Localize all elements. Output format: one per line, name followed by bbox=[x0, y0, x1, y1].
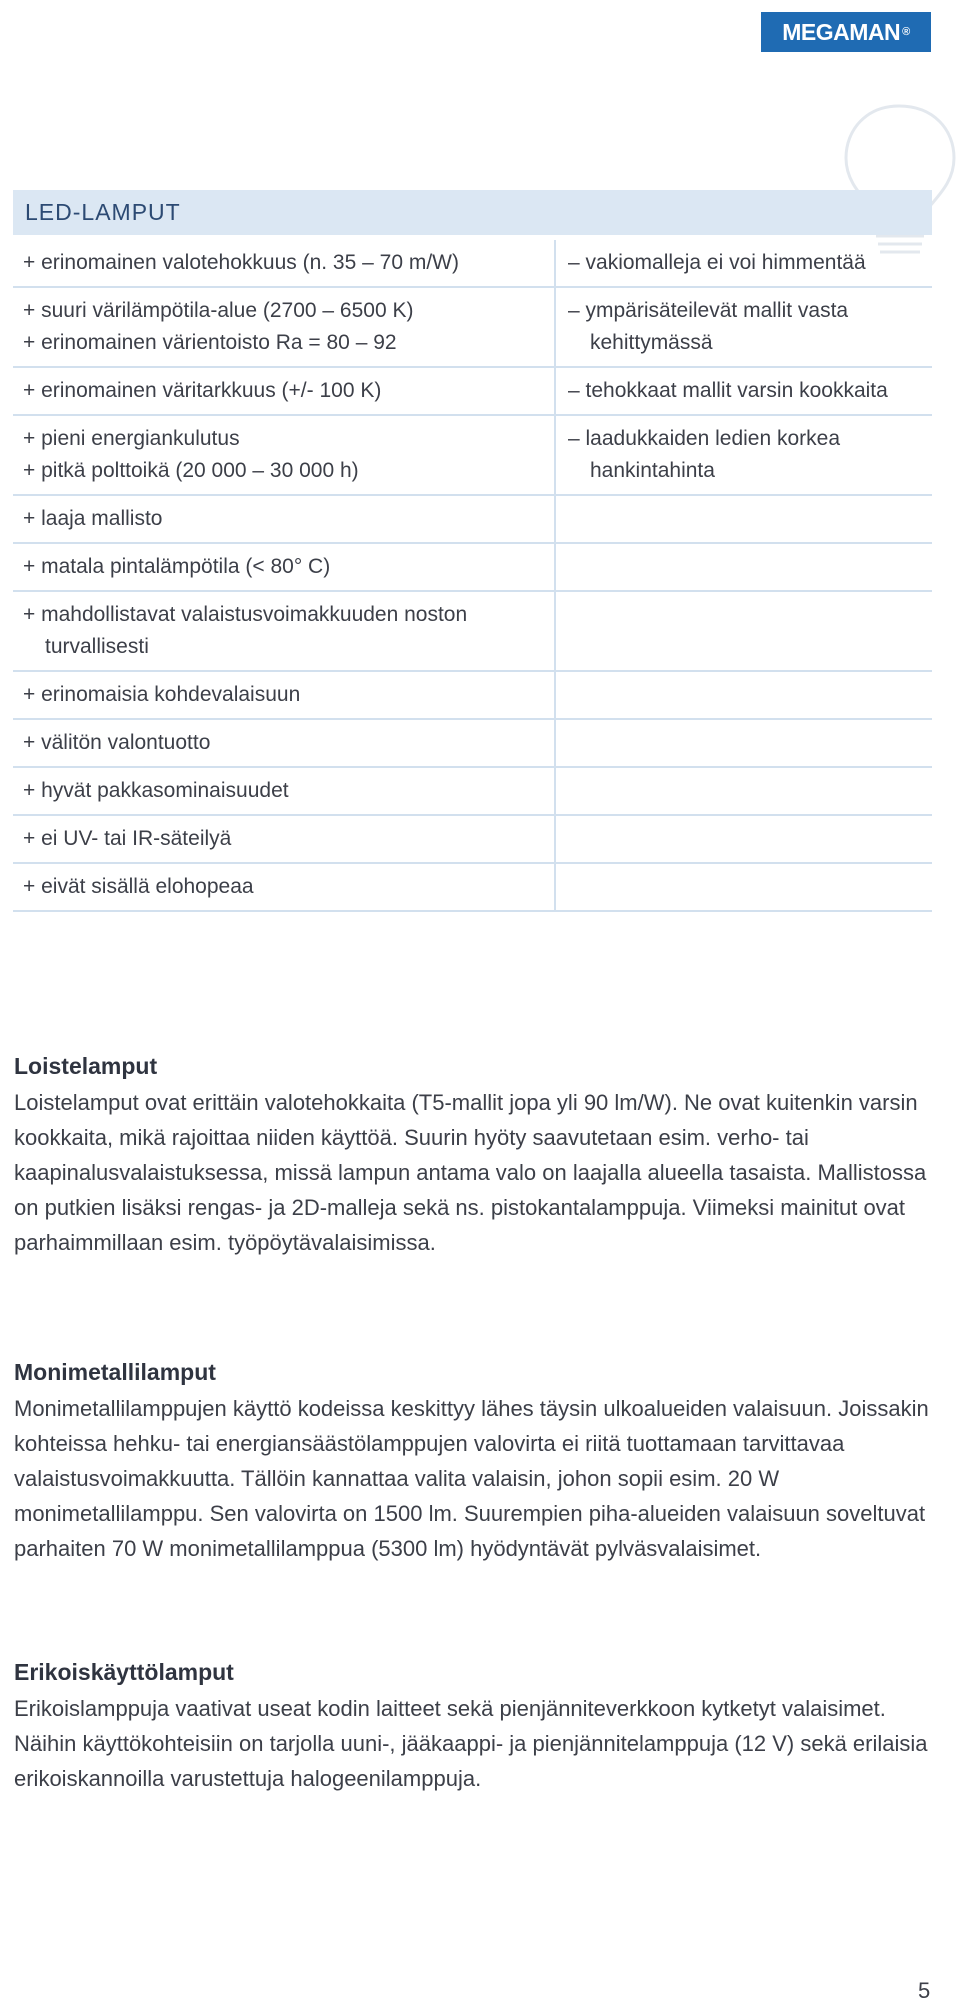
led-cons-cell bbox=[555, 815, 932, 863]
brand-mark: ® bbox=[902, 26, 910, 38]
loistelamput-section bbox=[14, 1050, 934, 1260]
led-table-row bbox=[13, 240, 932, 287]
led-con-item: – ympärisäteilevät mallit vasta kehittymässä bbox=[568, 299, 849, 354]
led-con-item: – laadukkaiden ledien korkea hankintahinta bbox=[568, 427, 841, 482]
led-pros-cell bbox=[13, 367, 555, 415]
led-section-header bbox=[13, 190, 932, 235]
brand-name: MEGAMAN bbox=[782, 18, 901, 45]
led-pro-item: + eivät sisällä elohopeaa bbox=[23, 875, 254, 898]
led-pros-cell bbox=[13, 671, 555, 719]
led-pros-cell bbox=[13, 719, 555, 767]
led-pro-item: + erinomainen värientoisto Ra = 80 – 92 bbox=[23, 331, 397, 354]
erikoiskayttolamput-section bbox=[14, 1656, 934, 1796]
led-pro-item: + erinomainen väritarkkuus (+/- 100 K) bbox=[23, 379, 382, 402]
led-pros-cons-table bbox=[13, 240, 932, 912]
led-cons-cell bbox=[555, 719, 932, 767]
led-cons-cell bbox=[555, 591, 932, 671]
led-table-row bbox=[13, 815, 932, 863]
led-pro-item: + erinomaisia kohdevalaisuun bbox=[23, 683, 301, 706]
led-pros-cell bbox=[13, 240, 555, 287]
led-table-row bbox=[13, 591, 932, 671]
led-cons-cell bbox=[555, 367, 932, 415]
page-number: 5 bbox=[918, 1978, 931, 2003]
led-pro-item: + erinomainen valotehokkuus (n. 35 – 70 m/W) bbox=[23, 251, 459, 274]
megaman-logo bbox=[761, 12, 931, 52]
led-table-row bbox=[13, 415, 932, 495]
led-cons-cell bbox=[555, 415, 932, 495]
led-pros-cell bbox=[13, 495, 555, 543]
monimetallilamput-text: Monimetallilamppujen käyttö kodeissa keskittyy lähes täysin ulkoalueiden valaisuun. Joissakin kohteissa hehku- tai energiansäästölamppujen valovirta ei riitä tuottamaan tarvittavaa valaistusvoimakkuutta. Tällöin kannattaa valita valaisin, johon sopii esim. 20 W monimetallilamppu. Sen valovirta on 1500 lm. Suurempien piha-alueiden valaisuun soveltuvat parhaiten 70 W monimetallilamppua (5300 lm) hyödyntävät pylväsvalaisimet. bbox=[14, 1396, 929, 1561]
led-table-row bbox=[13, 287, 932, 367]
led-cons-cell bbox=[555, 240, 932, 287]
led-pro-item: + laaja mallisto bbox=[23, 507, 163, 530]
led-pros-cell bbox=[13, 767, 555, 815]
led-pro-item: + hyvät pakkasominaisuudet bbox=[23, 779, 289, 802]
led-cons-cell bbox=[555, 671, 932, 719]
led-table-row bbox=[13, 863, 932, 911]
led-cons-cell bbox=[555, 543, 932, 591]
monimetallilamput-title: Monimetallilamput bbox=[14, 1359, 216, 1385]
led-table-row bbox=[13, 719, 932, 767]
led-pro-item: + mahdollistavat valaistusvoimakkuuden noston turvallisesti bbox=[23, 603, 468, 658]
led-pros-cell bbox=[13, 543, 555, 591]
led-con-item: – tehokkaat mallit varsin kookkaita bbox=[568, 379, 888, 402]
led-cons-cell bbox=[555, 287, 932, 367]
led-pro-item: + pitkä polttoikä (20 000 – 30 000 h) bbox=[23, 459, 359, 482]
loistelamput-title: Loistelamput bbox=[14, 1053, 158, 1079]
erikoiskayttolamput-text: Erikoislamppuja vaativat useat kodin laitteet sekä pienjänniteverkkoon kytketyt valaisimet. Näihin käyttökohteisiin on tarjolla uuni-, jääkaappi- ja pienjännitelamppuja (12 V) sekä erilaisia erikoiskannoilla varustettuja halogeenilamppuja. bbox=[14, 1696, 928, 1791]
led-table-row bbox=[13, 671, 932, 719]
led-pro-item: + pieni energiankulutus bbox=[23, 427, 240, 450]
led-pro-item: + suuri värilämpötila-alue (2700 – 6500 K) bbox=[23, 299, 414, 322]
led-table-row bbox=[13, 767, 932, 815]
led-cons-cell bbox=[555, 495, 932, 543]
loistelamput-text: Loistelamput ovat erittäin valotehokkaita (T5-mallit jopa yli 90 lm/W). Ne ovat kuitenkin varsin kookkaita, mikä rajoittaa niiden käyttöä. Suurin hyöty saavutetaan esim. verho- tai kaapinalusvalaistuksessa, missä lampun antama valo on laajalla alueella tasaista. Mallistossa on putkien lisäksi rengas- ja 2D-malleja sekä ns. pistokantalamppuja. Viimeksi mainitut ovat parhaimmillaan esim. työpöytävalaisimissa. bbox=[14, 1090, 927, 1255]
led-table-row bbox=[13, 495, 932, 543]
led-con-item: – vakiomalleja ei voi himmentää bbox=[568, 251, 866, 274]
led-pro-item: + välitön valontuotto bbox=[23, 731, 211, 754]
erikoiskayttolamput-title: Erikoiskäyttölamput bbox=[14, 1659, 234, 1685]
led-pros-cell bbox=[13, 287, 555, 367]
led-cons-cell bbox=[555, 863, 932, 911]
led-pros-cell bbox=[13, 591, 555, 671]
led-pros-cell bbox=[13, 863, 555, 911]
led-pro-item: + matala pintalämpötila (< 80° C) bbox=[23, 555, 331, 578]
led-table-row bbox=[13, 367, 932, 415]
led-table-row bbox=[13, 543, 932, 591]
led-cons-cell bbox=[555, 767, 932, 815]
led-pro-item: + ei UV- tai IR-säteilyä bbox=[23, 827, 232, 850]
monimetallilamput-section bbox=[14, 1356, 934, 1566]
led-pros-cell bbox=[13, 815, 555, 863]
led-pros-cell bbox=[13, 415, 555, 495]
led-title: LED-LAMPUT bbox=[25, 199, 181, 225]
